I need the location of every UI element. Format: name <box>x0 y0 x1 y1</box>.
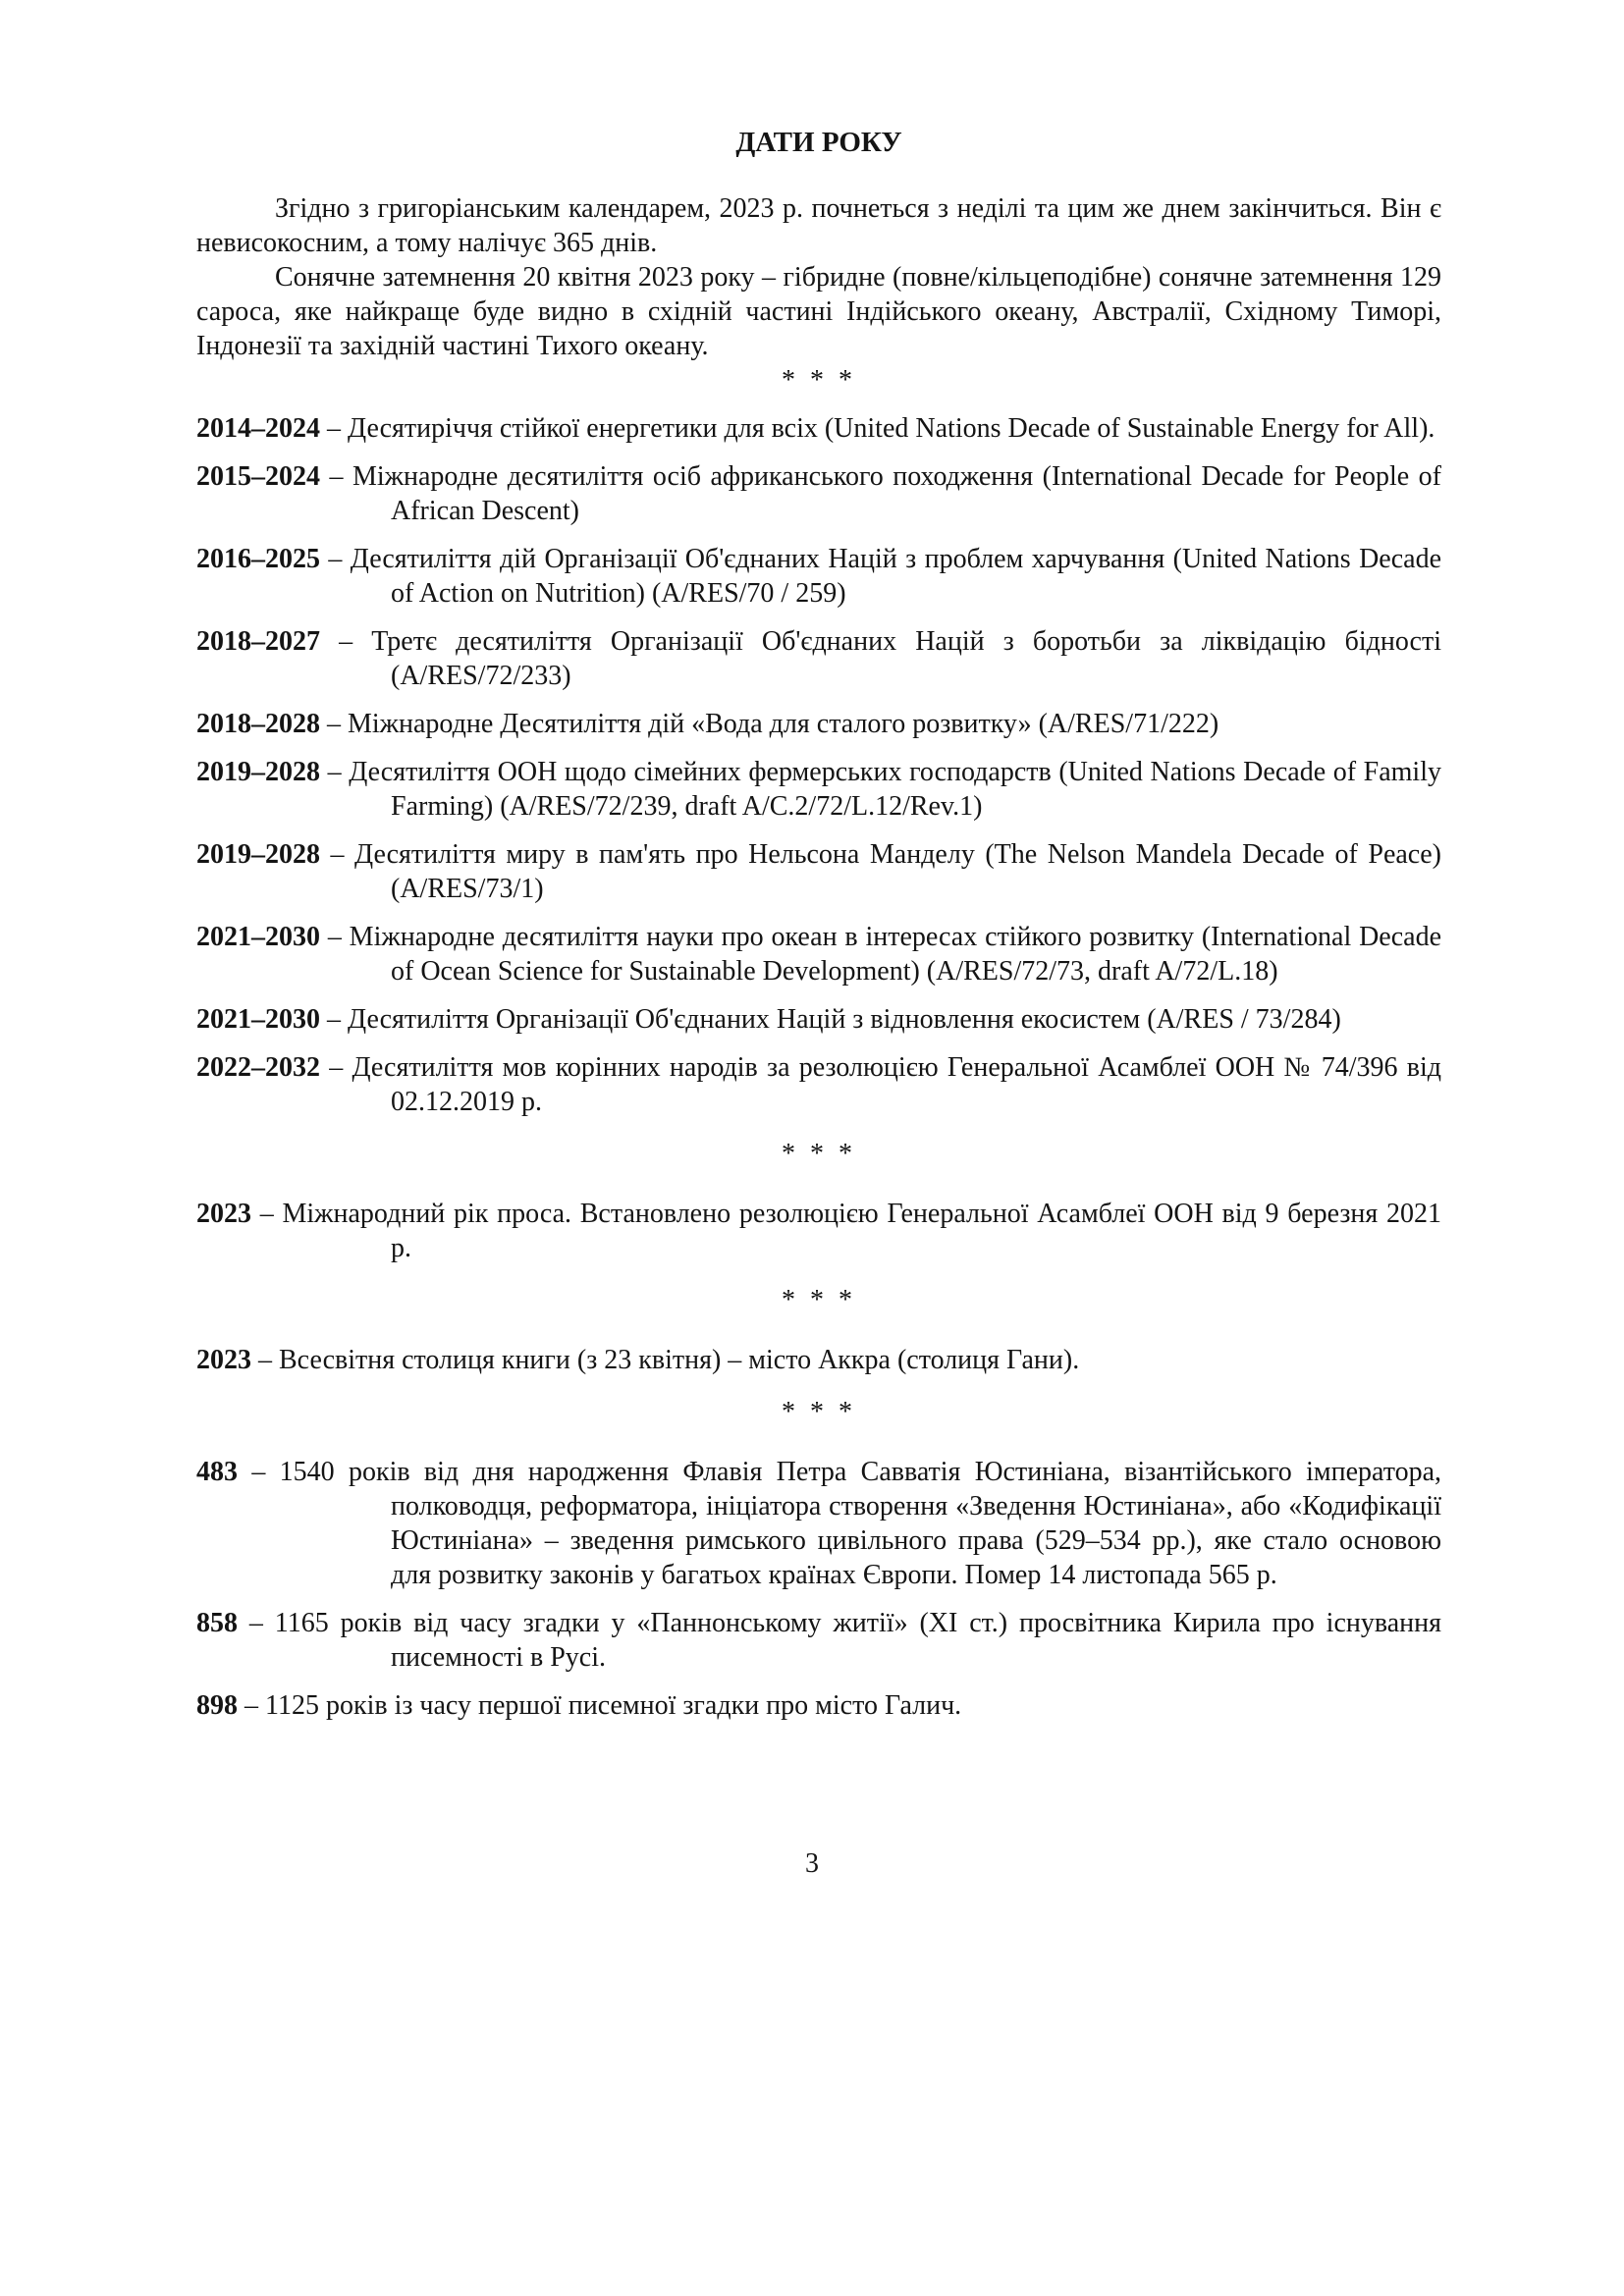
entry-years: 898 <box>196 1690 238 1721</box>
document-page <box>196 126 1441 1736</box>
list-item <box>196 1688 1441 1723</box>
entry-text: – Десятиліття дій Організації Об'єднаних Націй з проблем харчування (United Nations Decade of Action on Nutrition) (A/RES/70 / 259) <box>320 544 1441 609</box>
entry-years: 2019–2028 <box>196 757 320 787</box>
separator: * * * <box>782 1397 856 1427</box>
entry-text: – 1540 років від дня народження Флавія Петра Савватія Юстиніана, візантійського імператора, полководця, реформатора, ініціатора створення «Зведення Юстиніана», або «Кодифікації Юстиніана» – зведення римського цивільного права (529–534 рр.), яке стало основою для розвитку законів у багатьох країнах Європи. Помер 14 листопада 565 р. <box>238 1457 1441 1590</box>
entry-years: 2014–2024 <box>196 413 320 444</box>
list-item <box>196 707 1441 741</box>
page-number: 3 <box>805 1848 819 1879</box>
list-item <box>196 1606 1441 1675</box>
list-item <box>196 411 1441 446</box>
separator: * * * <box>782 1139 856 1169</box>
entry-text: – Десятиліття мов корінних народів за резолюцією Генеральної Асамблеї ООН № 74/396 від 02.12.2019 р. <box>320 1052 1441 1117</box>
entry-text: – Третє десятиліття Організації Об'єднаних Націй з боротьби за ліквідацію бідності (A/RES/72/233) <box>320 626 1441 691</box>
list-item <box>196 624 1441 693</box>
list-item <box>196 1197 1441 1265</box>
list-item <box>196 1002 1441 1037</box>
entry-years: 2021–2030 <box>196 922 320 952</box>
entry-years: 2021–2030 <box>196 1004 320 1035</box>
entry-text: – Десятиліття ООН щодо сімейних фермерських господарств (United Nations Decade of Family Farming) (A/RES/72/239, draft A/C.2/72/L.12/Rev.1) <box>320 757 1441 822</box>
year-of-list <box>196 1197 1441 1265</box>
entry-years: 2016–2025 <box>196 544 320 574</box>
entry-text: – Міжнародне Десятиліття дій «Вода для сталого розвитку» (A/RES/71/222) <box>320 709 1219 739</box>
list-item <box>196 1050 1441 1119</box>
entry-years: 2015–2024 <box>196 461 320 492</box>
anniversaries-list <box>196 1455 1441 1723</box>
list-item <box>196 920 1441 988</box>
entry-years: 2022–2032 <box>196 1052 320 1083</box>
entry-text: – Десятиліття миру в пам'ять про Нельсона Манделу (The Nelson Mandela Decade of Peace) (A/RES/73/1) <box>320 839 1441 904</box>
entry-text: – 1165 років від часу згадки у «Паннонському житії» (XI ст.) просвітника Кирила про існування писемності в Русі. <box>238 1608 1441 1673</box>
page-title: ДАТИ РОКУ <box>735 127 902 158</box>
list-item <box>196 542 1441 611</box>
entry-years: 2019–2028 <box>196 839 320 870</box>
entry-years: 858 <box>196 1608 238 1638</box>
entry-text: – Всесвітня столиця книги (з 23 квітня) – місто Аккра (столиця Гани). <box>251 1345 1080 1375</box>
entry-text: – Міжнародний рік проса. Встановлено резолюцією Генеральної Асамблеї ООН від 9 березня 2021 р. <box>251 1199 1441 1263</box>
list-item <box>196 837 1441 906</box>
entry-text: – Міжнародне десятиліття осіб африканського походження (International Decade for People of African Descent) <box>320 461 1441 526</box>
list-item <box>196 1455 1441 1592</box>
entry-years: 483 <box>196 1457 238 1487</box>
entry-years: 2023 <box>196 1199 251 1229</box>
intro-paragraph: Сонячне затемнення 20 квітня 2023 року – гібридне (повне/кільцеподібне) сонячне затемнення 129 сароса, яке найкраще буде видно в східній частині Індійського океану, Австралії, Східному Тиморі, Індонезії та західній частині Тихого океану. <box>196 262 1441 361</box>
decades-list <box>196 411 1441 1119</box>
book-capital-list <box>196 1343 1441 1377</box>
intro-section <box>196 191 1441 363</box>
list-item <box>196 459 1441 528</box>
entry-years: 2018–2028 <box>196 709 320 739</box>
entry-text: – Десятиліття Організації Об'єднаних Націй з відновлення екосистем (A/RES / 73/284) <box>320 1004 1341 1035</box>
entry-text: – 1125 років із часу першої писемної згадки про місто Галич. <box>238 1690 962 1721</box>
list-item <box>196 755 1441 824</box>
entry-text: – Десятиріччя стійкої енергетики для всіх (United Nations Decade of Sustainable Energy for All). <box>320 413 1435 444</box>
entry-text: – Міжнародне десятиліття науки про океан в інтересах стійкого розвитку (International Decade of Ocean Science for Sustainable Development) (A/RES/72/73, draft A/72/L.18) <box>320 922 1441 987</box>
separator: * * * <box>782 365 856 396</box>
entry-years: 2018–2027 <box>196 626 320 657</box>
intro-paragraph: Згідно з григоріанським календарем, 2023 р. почнеться з неділі та цим же днем закінчиться. Він є невисокосним, а тому налічує 365 днів. <box>196 193 1441 258</box>
separator: * * * <box>782 1285 856 1315</box>
list-item <box>196 1343 1441 1377</box>
entry-years: 2023 <box>196 1345 251 1375</box>
